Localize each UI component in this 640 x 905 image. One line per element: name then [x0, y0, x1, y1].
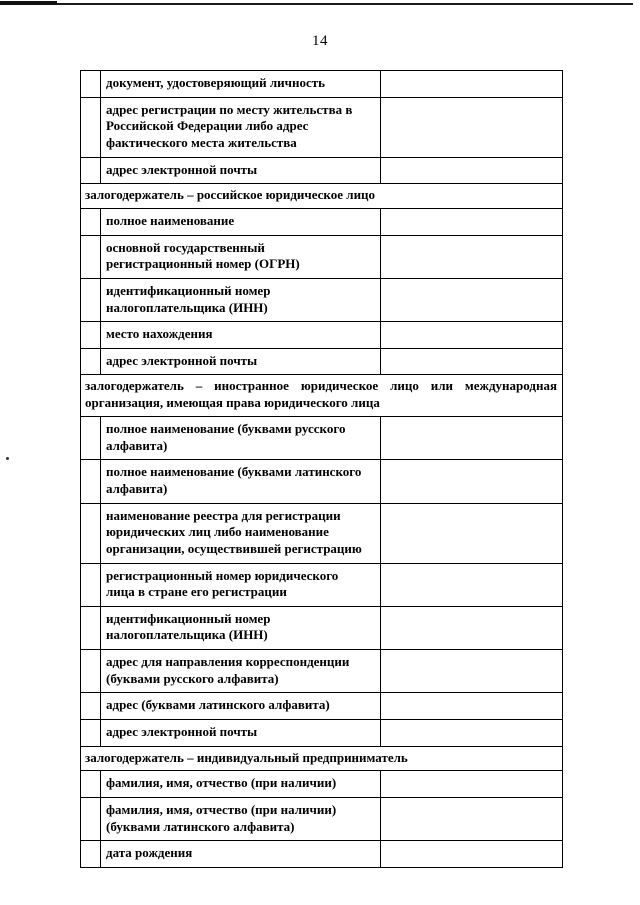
row-label: дата рождения: [101, 841, 381, 867]
row-indent-cell: [81, 693, 101, 719]
row-indent-cell: [81, 460, 101, 502]
row-value-cell: [381, 158, 562, 184]
scan-artifact-top-line: [0, 3, 633, 5]
row-label: место нахождения: [101, 322, 381, 348]
row-label: адрес (буквами латинского алфавита): [101, 693, 381, 719]
row-indent-cell: [81, 504, 101, 563]
table-row: [81, 278, 562, 321]
row-value-cell: [381, 504, 562, 563]
row-value-cell: [381, 71, 562, 97]
row-value-cell: [381, 279, 562, 321]
row-value-cell: [381, 236, 562, 278]
table-row: [81, 208, 562, 235]
table-row: [81, 606, 562, 649]
row-value-cell: [381, 98, 562, 157]
row-value-cell: [381, 798, 562, 840]
table-row: [81, 235, 562, 278]
row-label: адрес электронной почты: [101, 158, 381, 184]
table-row: [81, 416, 562, 459]
row-indent-cell: [81, 209, 101, 235]
row-value-cell: [381, 460, 562, 502]
row-indent-cell: [81, 798, 101, 840]
row-indent-cell: [81, 564, 101, 606]
table-row: [81, 719, 562, 746]
table-row: [81, 840, 562, 867]
row-label: наименование реестра для регистрации юридических лиц либо наименование организации, осуществившей регистрацию: [101, 504, 381, 563]
row-indent-cell: [81, 841, 101, 867]
table-row: [81, 797, 562, 840]
row-label: фамилия, имя, отчество (при наличии): [101, 771, 381, 797]
table-row: [81, 503, 562, 563]
row-label: фамилия, имя, отчество (при наличии) (буквами латинского алфавита): [101, 798, 381, 840]
row-indent-cell: [81, 158, 101, 184]
row-value-cell: [381, 841, 562, 867]
row-indent-cell: [81, 650, 101, 692]
row-indent-cell: [81, 236, 101, 278]
row-indent-cell: [81, 417, 101, 459]
row-indent-cell: [81, 720, 101, 746]
row-value-cell: [381, 771, 562, 797]
row-value-cell: [381, 607, 562, 649]
table-row: [81, 157, 562, 184]
section-header: залогодержатель – иностранное юридическое лицо или международная организация, имеющая права юридического лица: [81, 374, 562, 416]
row-label: документ, удостоверяющий личность: [101, 71, 381, 97]
row-value-cell: [381, 209, 562, 235]
scan-artifact-corner: [0, 1, 57, 5]
row-indent-cell: [81, 771, 101, 797]
row-label: основной государственный регистрационный номер (ОГРН): [101, 236, 381, 278]
scan-artifact-dot: [6, 457, 9, 460]
row-label: адрес регистрации по месту жительства в Российской Федерации либо адрес фактического места жительства: [101, 98, 381, 157]
row-label: адрес электронной почты: [101, 349, 381, 375]
row-value-cell: [381, 322, 562, 348]
table-row: [81, 348, 562, 375]
row-indent-cell: [81, 98, 101, 157]
row-value-cell: [381, 564, 562, 606]
row-value-cell: [381, 417, 562, 459]
row-label: адрес для направления корреспонденции (буквами русского алфавита): [101, 650, 381, 692]
table-row: [81, 692, 562, 719]
row-indent-cell: [81, 279, 101, 321]
table-row: [81, 770, 562, 797]
section-header: залогодержатель – индивидуальный предприниматель: [81, 746, 562, 771]
row-indent-cell: [81, 607, 101, 649]
row-indent-cell: [81, 71, 101, 97]
section-header: залогодержатель – российское юридическое лицо: [81, 183, 562, 208]
row-value-cell: [381, 720, 562, 746]
row-indent-cell: [81, 322, 101, 348]
table-row: [81, 563, 562, 606]
row-value-cell: [381, 650, 562, 692]
row-label: регистрационный номер юридического лица в стране его регистрации: [101, 564, 381, 606]
table-row: [81, 71, 562, 97]
table-row: [81, 459, 562, 502]
row-label: идентификационный номер налогоплательщика (ИНН): [101, 279, 381, 321]
row-label: идентификационный номер налогоплательщика (ИНН): [101, 607, 381, 649]
table-row: [81, 321, 562, 348]
row-label: полное наименование (буквами русского алфавита): [101, 417, 381, 459]
row-label: полное наименование: [101, 209, 381, 235]
row-label: адрес электронной почты: [101, 720, 381, 746]
table-row: [81, 97, 562, 157]
row-value-cell: [381, 693, 562, 719]
row-indent-cell: [81, 349, 101, 375]
row-label: полное наименование (буквами латинского алфавита): [101, 460, 381, 502]
page-number: 14: [312, 33, 328, 49]
row-value-cell: [381, 349, 562, 375]
form-table: [80, 70, 563, 868]
table-row: [81, 649, 562, 692]
